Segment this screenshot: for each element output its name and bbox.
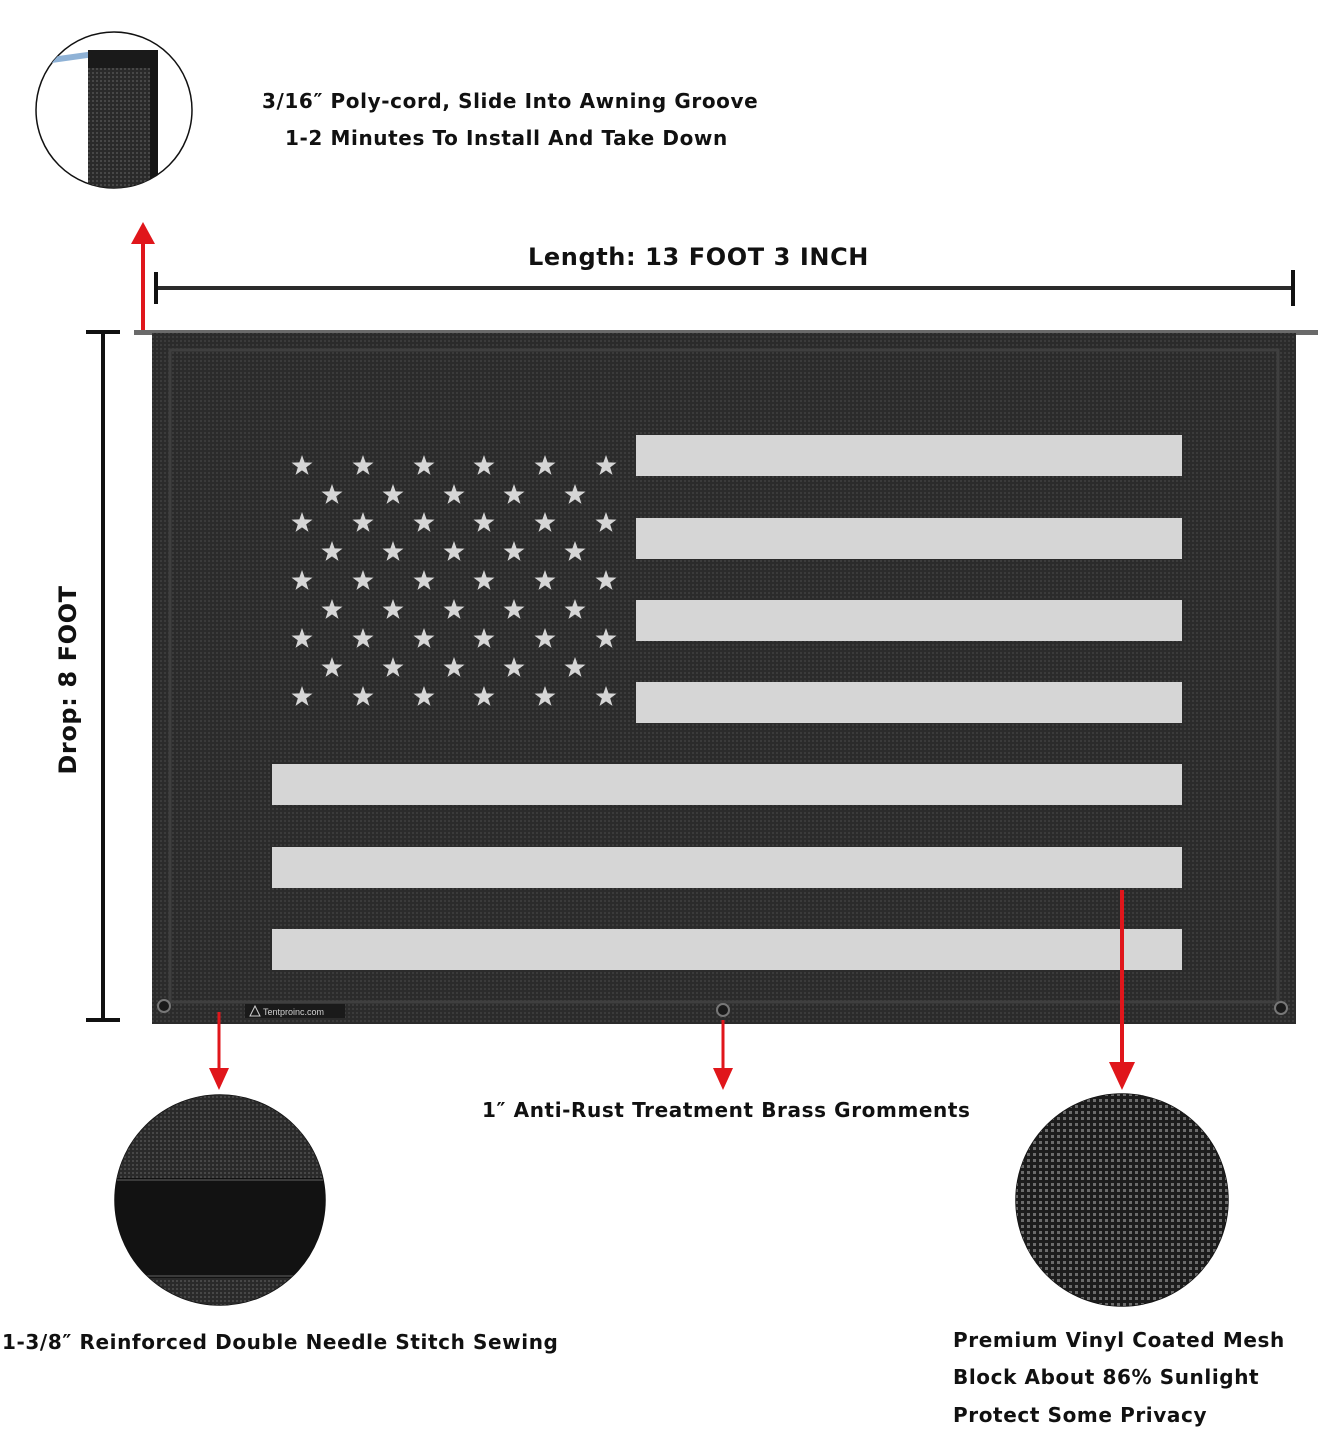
mesh-detail-circle xyxy=(1010,1090,1234,1314)
flag-stripe-long xyxy=(272,847,1182,888)
length-label: Length: 13 FOOT 3 INCH xyxy=(528,243,869,271)
arrow-icon xyxy=(131,222,155,332)
drop-label: Drop: 8 FOOT xyxy=(54,585,82,775)
grommets-label: 1″ Anti-Rust Treatment Brass Gromments xyxy=(482,1098,971,1122)
polycord-detail-circle xyxy=(36,32,192,220)
flag-stripe-long xyxy=(272,764,1182,805)
flag-stripe-long xyxy=(272,929,1182,970)
arrow-icon xyxy=(713,1020,733,1090)
mesh-label-3: Protect Some Privacy xyxy=(953,1403,1208,1427)
stitch-label: 1-3/8″ Reinforced Double Needle Stitch Sewing xyxy=(2,1330,559,1354)
shade-panel xyxy=(152,333,1296,1024)
brand-tag xyxy=(245,1004,345,1018)
svg-text:Tentproinc.com: Tentproinc.com xyxy=(263,1007,325,1017)
flag-stripe-short xyxy=(636,518,1182,559)
drop-dimension-line xyxy=(86,332,120,1020)
stitch-detail-circle xyxy=(110,1090,330,1318)
mesh-label-1: Premium Vinyl Coated Mesh xyxy=(953,1328,1285,1352)
polycord-label: 3/16″ Poly-cord, Slide Into Awning Groove xyxy=(262,89,759,113)
flag-stripe-short xyxy=(636,435,1182,476)
mesh-label-2: Block About 86% Sunlight xyxy=(953,1365,1260,1389)
flag-stripe-short xyxy=(636,682,1182,723)
length-dimension-line xyxy=(156,270,1294,306)
install-time-label: 1-2 Minutes To Install And Take Down xyxy=(285,126,728,150)
flag-stripe-short xyxy=(636,600,1182,641)
